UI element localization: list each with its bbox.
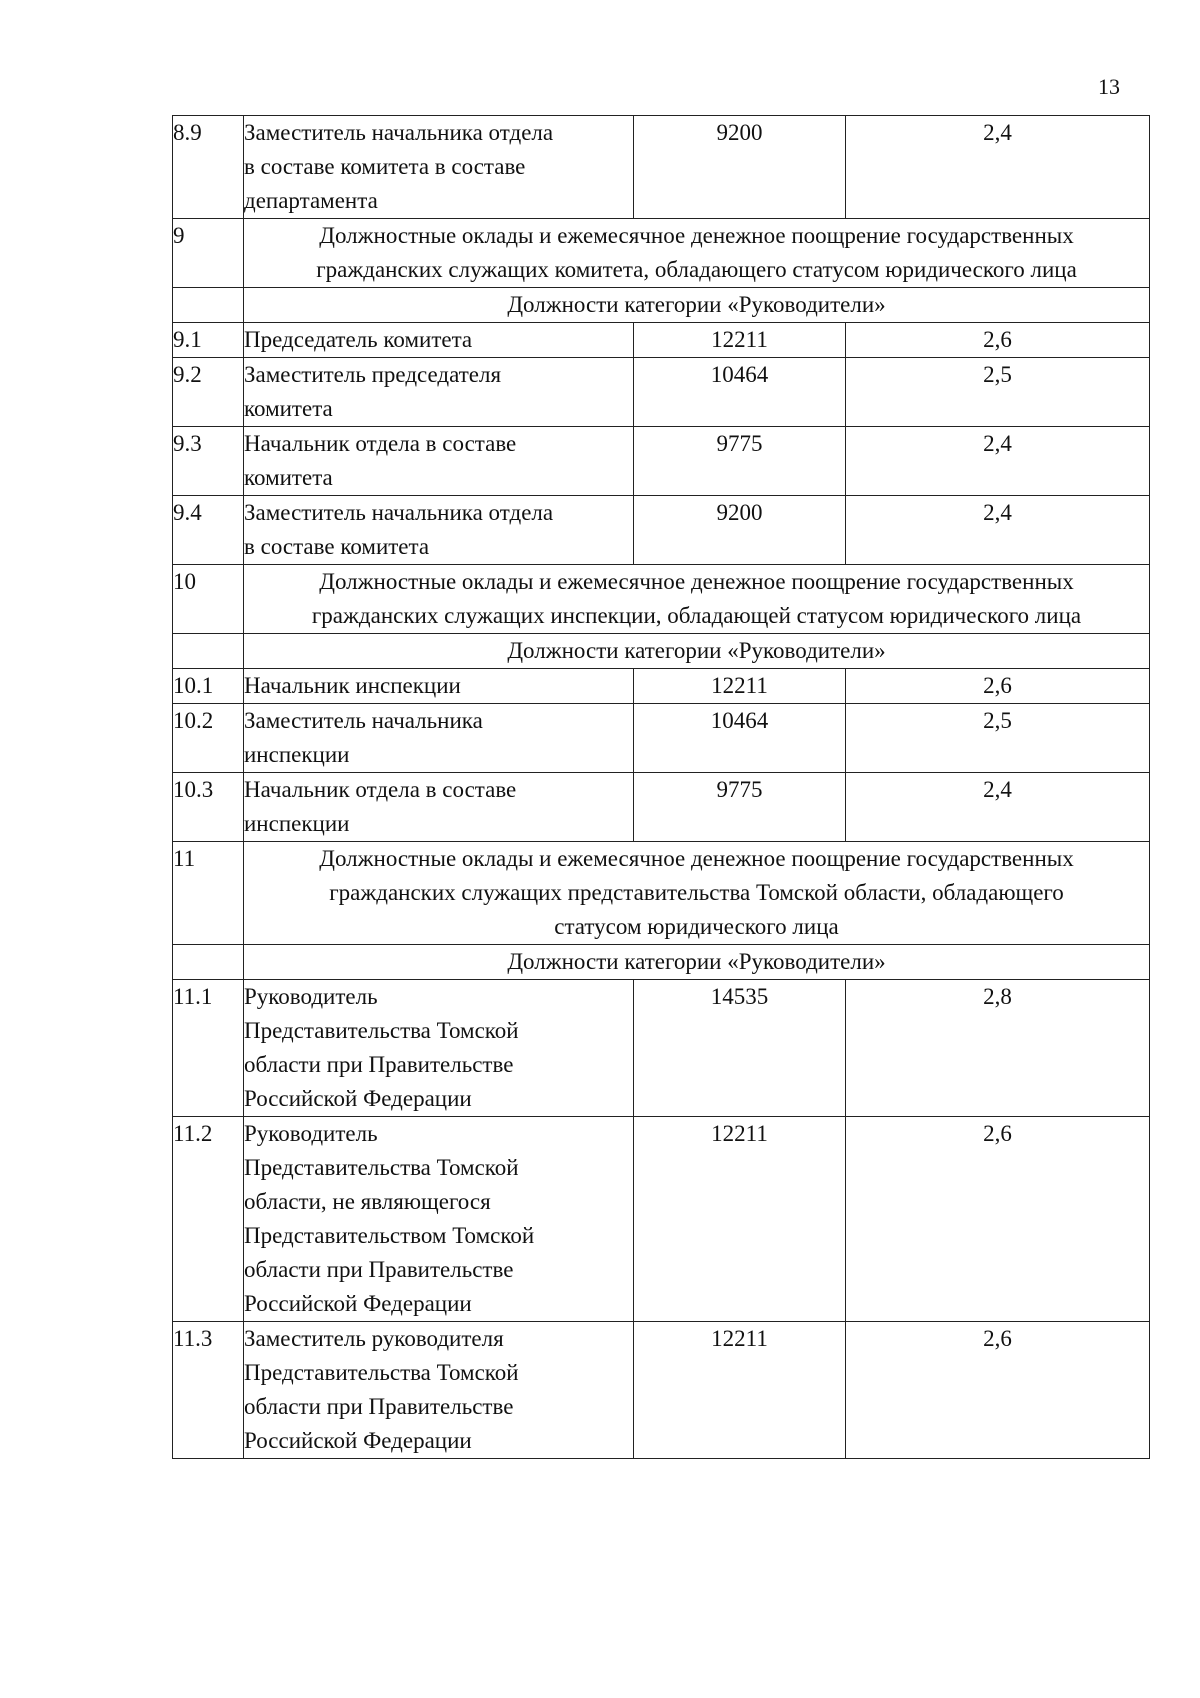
position-name-line: инспекции	[244, 811, 350, 836]
position-name-line: инспекции	[244, 742, 350, 767]
position-name	[244, 427, 634, 496]
salary-value: 12211	[634, 323, 846, 358]
position-name-line: Заместитель начальника	[244, 708, 483, 733]
row-number: 11.2	[173, 1117, 244, 1322]
category-heading: Должности категории «Руководители»	[244, 945, 1150, 980]
row-number: 11.1	[173, 980, 244, 1117]
salary-value: 9775	[634, 427, 846, 496]
row-number: 9.2	[173, 358, 244, 427]
position-name	[244, 704, 634, 773]
position-name-line: комитета	[244, 396, 333, 421]
row-number: 9.3	[173, 427, 244, 496]
coefficient-value: 2,4	[846, 773, 1150, 842]
coefficient-value: 2,5	[846, 704, 1150, 773]
coefficient-value: 2,8	[846, 980, 1150, 1117]
section-heading-line: гражданских служащих инспекции, обладающей статусом юридического лица	[311, 603, 1082, 628]
salary-table	[172, 115, 1150, 1459]
table-row	[173, 1117, 1150, 1322]
salary-value: 9775	[634, 773, 846, 842]
table-row	[173, 980, 1150, 1117]
position-name-line: области при Правительстве	[244, 1394, 514, 1419]
row-number	[173, 634, 244, 669]
position-name-line: области при Правительстве	[244, 1257, 514, 1282]
section-heading	[244, 565, 1150, 634]
coefficient-value: 2,6	[846, 323, 1150, 358]
category-row	[173, 634, 1150, 669]
row-number: 8.9	[173, 116, 244, 219]
category-row	[173, 288, 1150, 323]
coefficient-value: 2,4	[846, 496, 1150, 565]
position-name-line: Заместитель начальника отдела	[244, 120, 554, 145]
position-name-line: области при Правительстве	[244, 1052, 514, 1077]
row-number: 10.2	[173, 704, 244, 773]
position-name-line: Российской Федерации	[244, 1428, 472, 1453]
section-row	[173, 219, 1150, 288]
table-row	[173, 669, 1150, 704]
position-name-line: Представительством Томской	[244, 1223, 535, 1248]
position-name-line: Начальник инспекции	[244, 673, 461, 698]
position-name-line: Заместитель начальника отдела	[244, 500, 554, 525]
position-name-line: департамента	[244, 188, 378, 213]
table-row	[173, 116, 1150, 219]
category-row	[173, 945, 1150, 980]
salary-value: 10464	[634, 704, 846, 773]
table-row	[173, 496, 1150, 565]
row-number: 11	[173, 842, 244, 945]
position-name-line: области, не являющегося	[244, 1189, 491, 1214]
position-name-line: Представительства Томской	[244, 1155, 519, 1180]
position-name-line: Заместитель председателя	[244, 362, 502, 387]
salary-value: 12211	[634, 1322, 846, 1459]
row-number: 9.4	[173, 496, 244, 565]
category-heading: Должности категории «Руководители»	[244, 634, 1150, 669]
position-name-line: Председатель комитета	[244, 327, 473, 352]
position-name-line: Российской Федерации	[244, 1291, 472, 1316]
position-name	[244, 1322, 634, 1459]
position-name	[244, 669, 634, 704]
coefficient-value: 2,6	[846, 669, 1150, 704]
row-number: 10	[173, 565, 244, 634]
row-number: 10.1	[173, 669, 244, 704]
position-name-line: в составе комитета	[244, 534, 430, 559]
section-row	[173, 565, 1150, 634]
position-name-line: Начальник отдела в составе	[244, 777, 517, 802]
section-heading-line: гражданских служащих представительства Томской области, обладающего	[329, 880, 1064, 905]
salary-value: 10464	[634, 358, 846, 427]
section-heading	[244, 842, 1150, 945]
salary-value: 9200	[634, 116, 846, 219]
position-name	[244, 323, 634, 358]
position-name-line: Заместитель руководителя	[244, 1326, 504, 1351]
page-number: 13	[1098, 74, 1120, 99]
coefficient-value: 2,6	[846, 1322, 1150, 1459]
position-name	[244, 980, 634, 1117]
position-name	[244, 773, 634, 842]
position-name-line: Представительства Томской	[244, 1360, 519, 1385]
coefficient-value: 2,4	[846, 116, 1150, 219]
row-number: 9.1	[173, 323, 244, 358]
section-heading-line: Должностные оклады и ежемесячное денежное поощрение государственных	[319, 223, 1074, 248]
salary-table-body	[173, 116, 1150, 1459]
section-row	[173, 842, 1150, 945]
salary-value: 14535	[634, 980, 846, 1117]
row-number: 11.3	[173, 1322, 244, 1459]
position-name-line: комитета	[244, 465, 333, 490]
position-name-line: Представительства Томской	[244, 1018, 519, 1043]
table-row	[173, 427, 1150, 496]
position-name	[244, 358, 634, 427]
row-number: 9	[173, 219, 244, 288]
section-heading-line: гражданских служащих комитета, обладающего статусом юридического лица	[316, 257, 1077, 282]
position-name-line: Российской Федерации	[244, 1086, 472, 1111]
table-row	[173, 323, 1150, 358]
salary-value: 9200	[634, 496, 846, 565]
row-number	[173, 945, 244, 980]
position-name	[244, 496, 634, 565]
table-row	[173, 773, 1150, 842]
section-heading-line: статусом юридического лица	[554, 914, 839, 939]
section-heading	[244, 219, 1150, 288]
section-heading-line: Должностные оклады и ежемесячное денежное поощрение государственных	[319, 846, 1074, 871]
position-name-line: Начальник отдела в составе	[244, 431, 517, 456]
category-heading: Должности категории «Руководители»	[244, 288, 1150, 323]
position-name-line: Руководитель	[244, 1121, 378, 1146]
position-name-line: в составе комитета в составе	[244, 154, 526, 179]
salary-value: 12211	[634, 669, 846, 704]
coefficient-value: 2,4	[846, 427, 1150, 496]
row-number	[173, 288, 244, 323]
salary-value: 12211	[634, 1117, 846, 1322]
row-number: 10.3	[173, 773, 244, 842]
position-name	[244, 1117, 634, 1322]
coefficient-value: 2,6	[846, 1117, 1150, 1322]
position-name-line: Руководитель	[244, 984, 378, 1009]
coefficient-value: 2,5	[846, 358, 1150, 427]
table-row	[173, 1322, 1150, 1459]
table-row	[173, 704, 1150, 773]
position-name	[244, 116, 634, 219]
table-row	[173, 358, 1150, 427]
section-heading-line: Должностные оклады и ежемесячное денежное поощрение государственных	[319, 569, 1074, 594]
